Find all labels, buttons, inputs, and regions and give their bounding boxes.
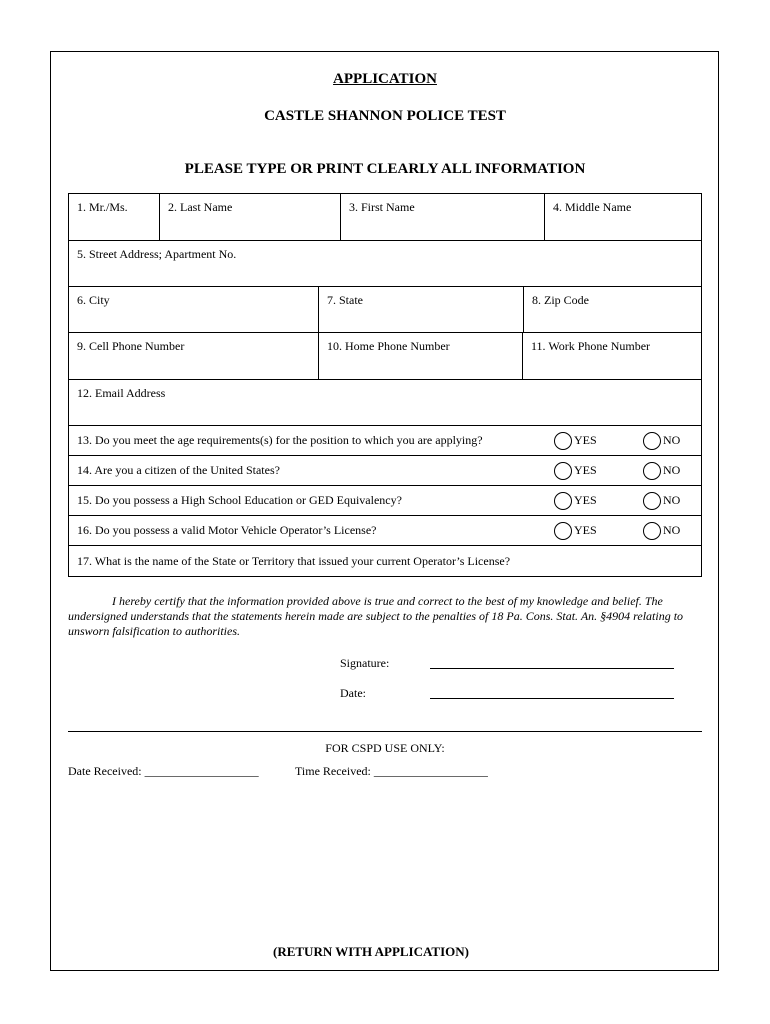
email-row xyxy=(69,380,701,426)
last-name-field[interactable]: 2. Last Name xyxy=(160,194,341,240)
certification-text: I hereby certify that the information provided above is true and correct to the best of my knowledge and belief. The undersigned understands that the statements herein made are subject to the penalties of 18 Pa. Cons. Stat. An. §4904 relating to unsworn falsification to authorities. xyxy=(68,594,684,638)
form-subtitle: CASTLE SHANNON POLICE TEST xyxy=(264,108,506,124)
certification-statement xyxy=(68,594,698,639)
yes-label: YES xyxy=(574,493,597,507)
phone-row xyxy=(69,333,701,380)
no-option[interactable] xyxy=(643,462,680,480)
divider xyxy=(68,731,702,732)
middle-name-field[interactable]: 4. Middle Name xyxy=(553,200,632,214)
no-label: NO xyxy=(663,433,681,447)
return-note: (RETURN WITH APPLICATION) xyxy=(273,944,469,959)
time-received-field[interactable]: Time Received: ___________________ xyxy=(295,764,488,778)
yes-label: YES xyxy=(574,523,597,537)
question-text: 13. Do you meet the age requirements(s) for the position to which you are applying? xyxy=(77,433,483,447)
form-title: APPLICATION xyxy=(333,71,437,87)
no-option[interactable] xyxy=(643,492,680,510)
radio-button-icon[interactable] xyxy=(554,432,572,450)
no-option[interactable] xyxy=(643,432,680,450)
city-row xyxy=(69,287,701,333)
question-text: 15. Do you possess a High School Education or GED Equivalency? xyxy=(77,493,402,507)
city-field[interactable]: 6. City xyxy=(69,287,319,332)
question-17-row[interactable] xyxy=(69,546,701,576)
radio-button-icon[interactable] xyxy=(643,492,661,510)
cell-phone-field[interactable]: 9. Cell Phone Number xyxy=(69,333,319,379)
no-label: NO xyxy=(663,493,681,507)
state-field[interactable]: 7. State xyxy=(319,287,524,332)
yes-option[interactable] xyxy=(554,462,597,480)
zip-code-field[interactable]: 8. Zip Code xyxy=(532,293,589,307)
yes-option[interactable] xyxy=(554,432,597,450)
radio-button-icon[interactable] xyxy=(554,522,572,540)
radio-button-icon[interactable] xyxy=(643,522,661,540)
street-row xyxy=(69,241,701,287)
email-address-field[interactable]: 12. Email Address xyxy=(77,386,166,400)
question-row xyxy=(69,456,701,486)
date-line[interactable] xyxy=(430,698,674,699)
question-text: 14. Are you a citizen of the United States? xyxy=(77,463,280,477)
radio-button-icon[interactable] xyxy=(643,462,661,480)
radio-button-icon[interactable] xyxy=(643,432,661,450)
work-phone-field[interactable]: 11. Work Phone Number xyxy=(531,339,651,353)
street-address-field[interactable]: 5. Street Address; Apartment No. xyxy=(77,247,237,261)
yes-label: YES xyxy=(574,433,597,447)
signature-label: Signature: xyxy=(340,656,390,670)
form-instruction: PLEASE TYPE OR PRINT CLEARLY ALL INFORMATION xyxy=(184,161,586,177)
first-name-field[interactable]: 3. First Name xyxy=(341,194,545,240)
no-label: NO xyxy=(663,463,681,477)
question-17-text: 17. What is the name of the State or Territory that issued your current Operator’s License? xyxy=(77,553,511,568)
radio-button-icon[interactable] xyxy=(554,462,572,480)
question-text: 16. Do you possess a valid Motor Vehicle Operator’s License? xyxy=(77,523,377,537)
name-row xyxy=(69,194,701,241)
office-use-heading: FOR CSPD USE ONLY: xyxy=(325,741,445,755)
date-received-field[interactable]: Date Received: ___________________ xyxy=(68,764,259,778)
yes-option[interactable] xyxy=(554,492,597,510)
question-row xyxy=(69,486,701,516)
no-label: NO xyxy=(663,523,681,537)
salutation-field[interactable]: 1. Mr./Ms. xyxy=(69,194,160,240)
no-option[interactable] xyxy=(643,522,680,540)
signature-line[interactable] xyxy=(430,668,674,669)
home-phone-field[interactable]: 10. Home Phone Number xyxy=(319,333,523,379)
date-label: Date: xyxy=(340,686,366,700)
yes-option[interactable] xyxy=(554,522,597,540)
application-form-table xyxy=(68,193,702,577)
question-row xyxy=(69,516,701,546)
question-row xyxy=(69,426,701,456)
yes-label: YES xyxy=(574,463,597,477)
radio-button-icon[interactable] xyxy=(554,492,572,510)
